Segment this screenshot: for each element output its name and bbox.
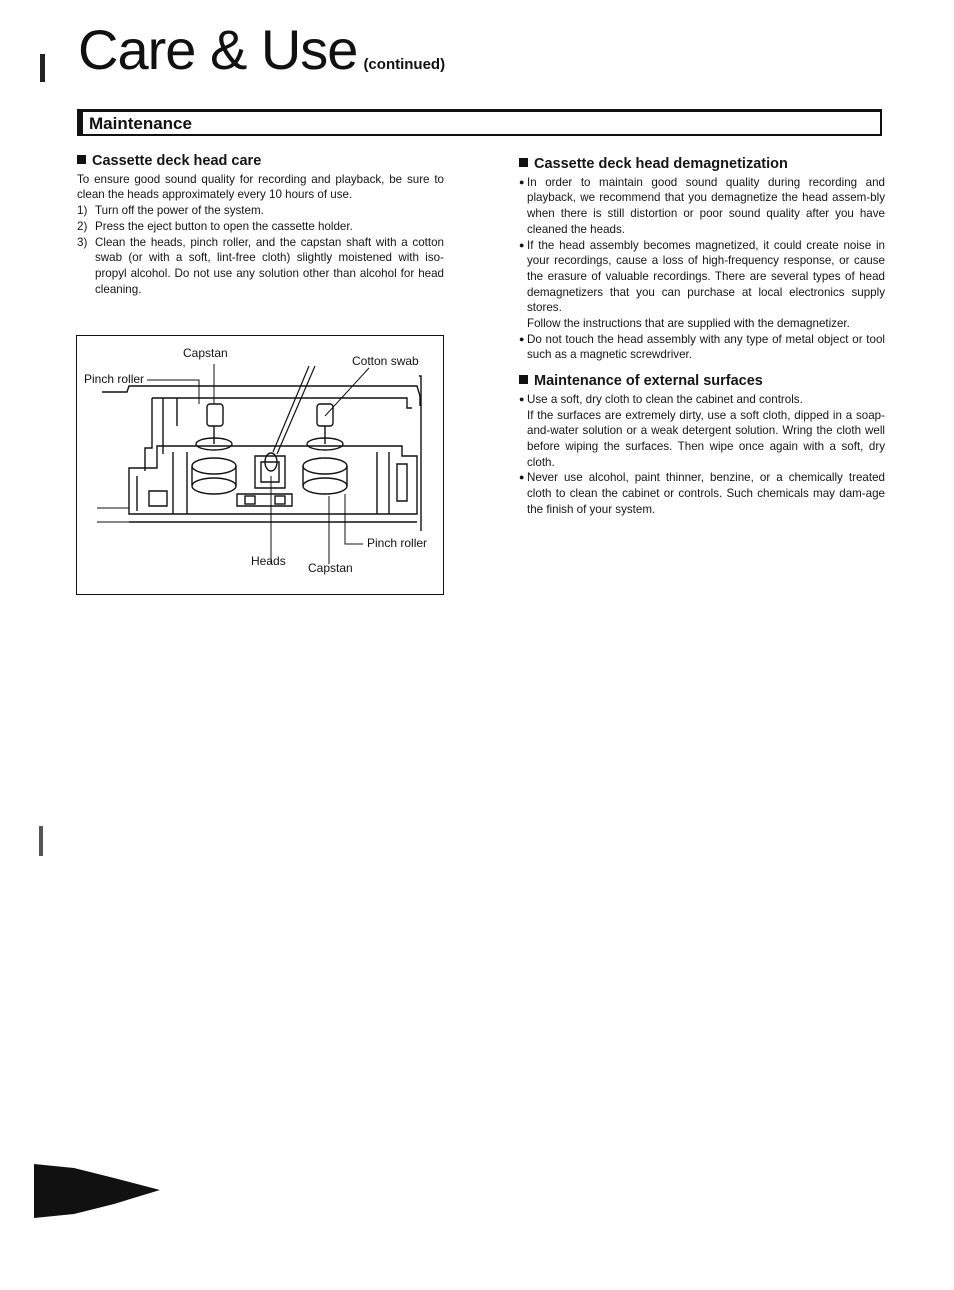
step-text: Press the eject button to open the cassette holder. xyxy=(95,219,353,233)
label-pinch-roller-right: Pinch roller xyxy=(367,536,428,550)
bullet-text: If the head assembly becomes magnetized, it could create noise in your recordings, cause a loss of high-frequency response, or cause the erasure of valuable recordings. There are several types of head demagnetizers that you can purchase at local electronics supply stores. xyxy=(527,238,885,315)
bullet-item xyxy=(519,470,885,517)
step-number: 2) xyxy=(77,219,88,233)
bullet-text: Use a soft, dry cloth to clean the cabinet and controls. xyxy=(527,392,803,406)
left-column xyxy=(77,154,444,297)
dot-bullet-icon: ● xyxy=(519,239,525,250)
right-column xyxy=(519,157,885,517)
square-bullet-icon xyxy=(519,375,528,384)
bullet-text: Never use alcohol, paint thinner, benzine, or a chemically treated cloth to clean the cabinet or controls. Such chemicals may dam-age the finish of your system. xyxy=(527,471,885,516)
heading-external-surfaces-text: Maintenance of external surfaces xyxy=(534,373,763,390)
bullet-item xyxy=(519,332,885,363)
label-pinch-roller-left: Pinch roller xyxy=(84,372,145,386)
dot-bullet-icon: ● xyxy=(519,333,525,344)
heading-external-surfaces xyxy=(519,374,885,390)
head-care-intro: To ensure good sound quality for recording and playback, be sure to clean the heads approximately every 10 hours of use. xyxy=(77,172,444,202)
bullet-text: In order to maintain good sound quality during recording and playback, we recommend that you demagnetize the head assem-bly when there is still distortion or poor sound quality after you have cleaned the heads. xyxy=(527,175,885,236)
heading-head-care-text: Cassette deck head care xyxy=(92,153,262,169)
step-text: Turn off the power of the system. xyxy=(95,204,264,218)
label-heads: Heads xyxy=(251,554,286,568)
page-title xyxy=(78,18,446,81)
bullet-follow-text: If the surfaces are extremely dirty, use a soft cloth, dipped in a soap-and-water solution or a weak detergent solution. Wring the cloth well before wiping the surfaces. Then wipe once again with a soft, dry cloth. xyxy=(527,408,885,469)
cassette-deck-illustration xyxy=(76,335,444,595)
square-bullet-icon xyxy=(77,155,86,164)
step-number: 3) xyxy=(77,235,88,249)
dot-bullet-icon: ● xyxy=(519,176,525,187)
label-cotton-swab: Cotton swab xyxy=(352,354,419,368)
page-title-main: Care & Use xyxy=(78,18,358,81)
step-item xyxy=(77,219,444,235)
dot-bullet-icon: ● xyxy=(519,472,525,483)
step-item xyxy=(77,203,444,219)
heading-demagnetization-text: Cassette deck head demagnetization xyxy=(534,156,788,172)
dot-bullet-icon: ● xyxy=(519,393,525,404)
bullet-follow-text: Follow the instructions that are supplied with the demagnetizer. xyxy=(527,317,850,331)
bullet-item xyxy=(519,392,885,408)
step-number: 1) xyxy=(77,204,88,218)
heading-demagnetization xyxy=(519,157,885,173)
label-capstan-top: Capstan xyxy=(183,346,228,360)
bullet-item xyxy=(519,175,885,238)
heading-head-care xyxy=(77,154,444,170)
step-text: Clean the heads, pinch roller, and the capstan shaft with a cotton swab (or with a soft, lint-free cloth) slightly moistened with iso-propyl alcohol. Do not use any solution other than alcohol for head cleaning. xyxy=(95,235,444,296)
bullet-text: Do not touch the head assembly with any type of metal object or tool such as a magnetic screwdriver. xyxy=(527,332,885,362)
section-header xyxy=(77,109,882,136)
bullet-item xyxy=(519,238,885,317)
section-title: Maintenance xyxy=(89,114,192,133)
label-capstan-bottom: Capstan xyxy=(308,561,353,575)
step-item xyxy=(77,235,444,298)
square-bullet-icon xyxy=(519,158,528,167)
margin-mark-middle xyxy=(39,826,43,856)
section-header-accent xyxy=(79,112,83,134)
page-title-continued: (continued) xyxy=(363,56,446,73)
page-turn-arrow-icon xyxy=(34,1160,164,1222)
margin-mark-top xyxy=(40,54,45,82)
